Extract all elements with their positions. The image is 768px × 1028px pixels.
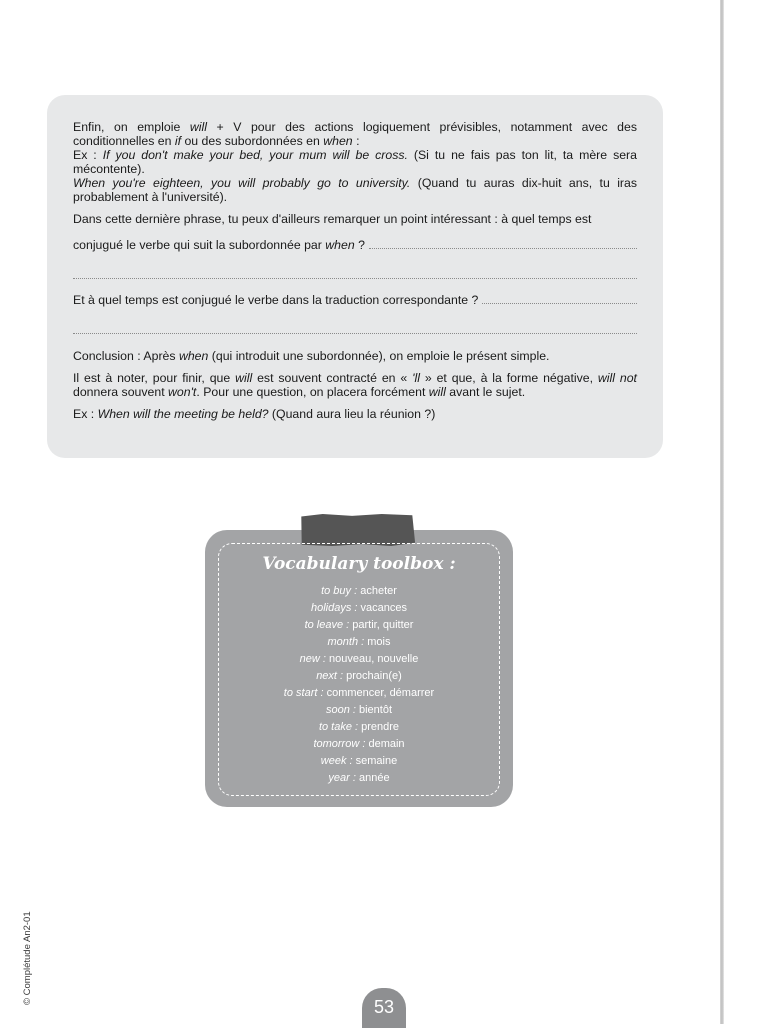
paragraph-will-intro: Enfin, on emploie will + V pour des actions logiquement prévisibles, notamment avec des conditionnelles en if ou des subordonnées en when : [73, 120, 638, 148]
question-2: Et à quel temps est conjugué le verbe dans la traduction correspondante ? [73, 293, 637, 307]
vocab-item: to take : prendre [318, 721, 400, 733]
example-university: When you're eighteen, you will probably go to university. (Quand tu auras dix-huit ans, tu iras probablement à l'université). [73, 176, 638, 204]
vocab-item: to start : commencer, démarrer [283, 687, 435, 699]
vocab-item: to buy : acheter [321, 585, 397, 597]
vocab-item: week : semaine [320, 755, 398, 767]
tape-decoration [297, 514, 417, 546]
vocab-item: to leave : partir, quitter [304, 619, 414, 631]
vocab-item: month : mois [327, 636, 391, 648]
page-edge [720, 0, 724, 1024]
answer-line-1b[interactable] [73, 277, 637, 279]
vocab-item: tomorrow : demain [313, 738, 405, 750]
vocab-item: next : prochain(e) [316, 670, 402, 682]
paragraph-contraction: Il est à noter, pour finir, que will est souvent contracté en « 'll » et que, à la forme négative, will not donnera souvent won't. Pour une question, on placera forcément will avant le sujet. [73, 371, 637, 399]
paragraph-conclusion: Conclusion : Après when (qui introduit une subordonnée), on emploie le présent simple. [73, 349, 550, 363]
vocab-item: holidays : vacances [310, 602, 407, 614]
grammar-text [73, 120, 637, 429]
example-bed: Ex : If you don't make your bed, your mum will be cross. (Si tu ne fais pas ton lit, ta mère sera mécontente). [73, 148, 637, 176]
vocabulary-title: Vocabulary toolbox : [262, 554, 456, 574]
page-number: 53 [362, 988, 406, 1028]
answer-line-2[interactable] [482, 302, 637, 304]
answer-line-1[interactable] [369, 247, 637, 249]
vocab-item: year : année [328, 772, 390, 784]
vocabulary-list [205, 583, 513, 787]
vocab-item: new : nouveau, nouvelle [299, 653, 419, 665]
paragraph-remark: Dans cette dernière phrase, tu peux d'ailleurs remarquer un point intéressant : à quel temps est [73, 212, 592, 226]
vocab-item: soon : bientôt [325, 704, 393, 716]
answer-line-2b[interactable] [73, 332, 637, 334]
question-1: conjugué le verbe qui suit la subordonnée par when ? [73, 238, 637, 252]
example-meeting: Ex : When will the meeting be held? (Quand aura lieu la réunion ?) [73, 407, 436, 421]
copyright-text: © Complétude An2-01 [22, 911, 33, 1005]
